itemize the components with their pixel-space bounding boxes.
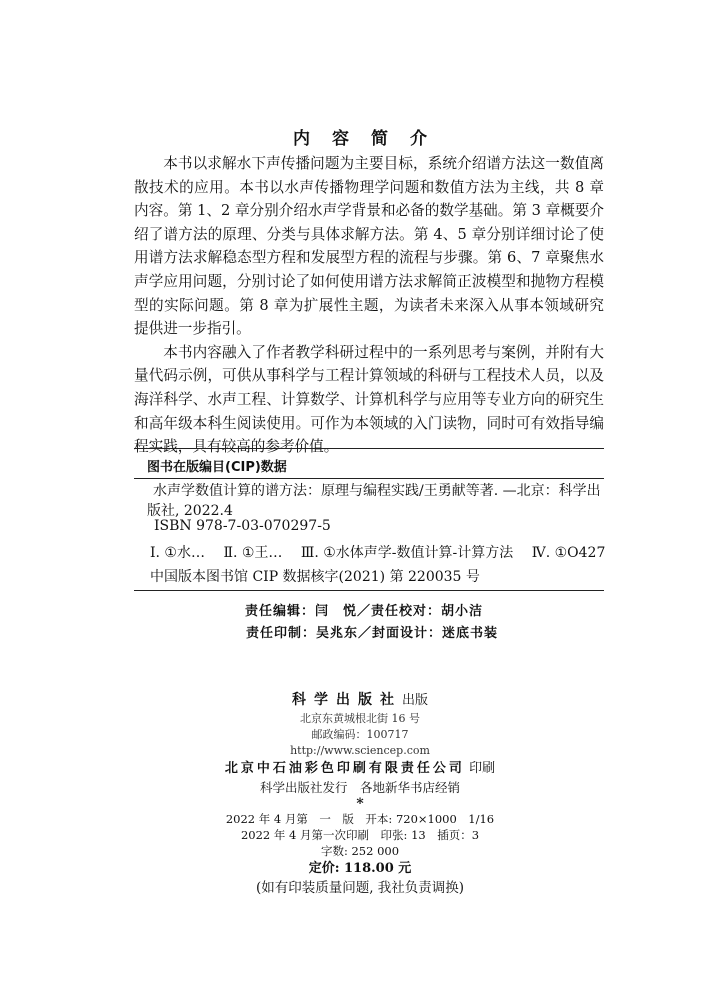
printer-suffix: 印刷 — [469, 761, 496, 776]
price: 定价: 118.00 元 — [308, 861, 412, 876]
cip-top-rule — [134, 448, 604, 449]
summary-title: 内容简介 — [293, 129, 449, 149]
quality-notice: (如有印装质量问题, 我社负责调换) — [255, 880, 465, 896]
publisher-name: 科学出版社 — [291, 692, 402, 708]
separator-star: * — [356, 796, 364, 812]
credits-production: 责任印制：吴兆东／封面设计：迷底书装 — [245, 626, 498, 641]
cip-class-item: Ⅱ. ①王… — [223, 545, 283, 561]
publisher-website: http://www.sciencep.com — [290, 744, 430, 757]
summary-paragraph: 本书以求解水下声传播问题为主要目标，系统介绍谱方法这一数值离散技术的应用。本书以水声传播物理学问题和数值方法为主线，共 8 章内容。第 1、2 章分别介绍水声学背景和必备的数学基础。第 3 章概要介绍了谱方法的原理、分类与具体求解方法。第 4、5 章分别详细讨论了使用谱方法求解稳态型方程和发展型方程的流程与步骤。第 6、7 章聚焦水声学应用问题，分别讨论了如何使用谱方法求解简正波模型和抛物方程模型的实际问题。第 8 章为扩展性主题，为读者未来深入从事本领域研究提供进一步指引。 — [134, 155, 604, 338]
cip-entry-line: 版社, 2022.4 — [147, 502, 233, 519]
cip-isbn: ISBN 978-7-03-070297-5 — [154, 518, 331, 534]
cip-number: 中国版本图书馆 CIP 数据核字(2021) 第 220035 号 — [150, 569, 480, 585]
publisher-postcode: 邮政编码：100717 — [311, 728, 409, 741]
summary-body — [134, 152, 604, 459]
summary-paragraph: 本书内容融入了作者教学科研过程中的一系列思考与案例，并附有大量代码示例，可供从事科学与工程计算领域的科研与工程技术人员，以及海洋科学、水声工程、计算数学、计算机科学与应用等专业方向的研究生和高年级本科生阅读使用。可作为本领域的入门读物，同时可有效指导编程实践，具有较高的参考价值。 — [134, 343, 604, 456]
cip-entry-line: 水声学数值计算的谱方法：原理与编程实践/王勇献等著. —北京：科学出 — [153, 483, 601, 499]
printing-line: 2022 年 4 月第一次印刷 印张: 13 插页：3 — [240, 828, 480, 842]
publisher-line — [0, 690, 720, 711]
cip-heading-rule — [134, 478, 604, 479]
printer-line — [0, 759, 720, 779]
cip-class-item: Ⅳ. ①O427 — [531, 545, 606, 561]
credits-editors: 责任编辑：闫 悦／责任校对：胡小洁 — [244, 604, 483, 619]
imprint-block — [0, 690, 720, 898]
edition-line: 2022 年 4 月第 一 版 开本: 720×1000 1/16 — [225, 812, 495, 826]
word-count: 字数: 252 000 — [320, 844, 400, 858]
cip-class-item: Ⅰ. ①水… — [150, 545, 205, 561]
cip-bottom-rule — [134, 590, 604, 591]
cip-classification — [150, 542, 605, 562]
printer-name: 北京中石油彩色印刷有限责任公司 — [224, 761, 465, 776]
distribution-line: 科学出版社发行 各地新华书店经销 — [259, 780, 460, 795]
cip-entry — [147, 482, 601, 521]
cip-class-item: Ⅲ. ①水体声学-数值计算-计算方法 — [300, 545, 514, 561]
cip-heading: 图书在版编目(CIP)数据 — [147, 460, 287, 475]
publisher-address: 北京东黄城根北街 16 号 — [300, 712, 420, 725]
publisher-suffix: 出版 — [401, 693, 428, 708]
